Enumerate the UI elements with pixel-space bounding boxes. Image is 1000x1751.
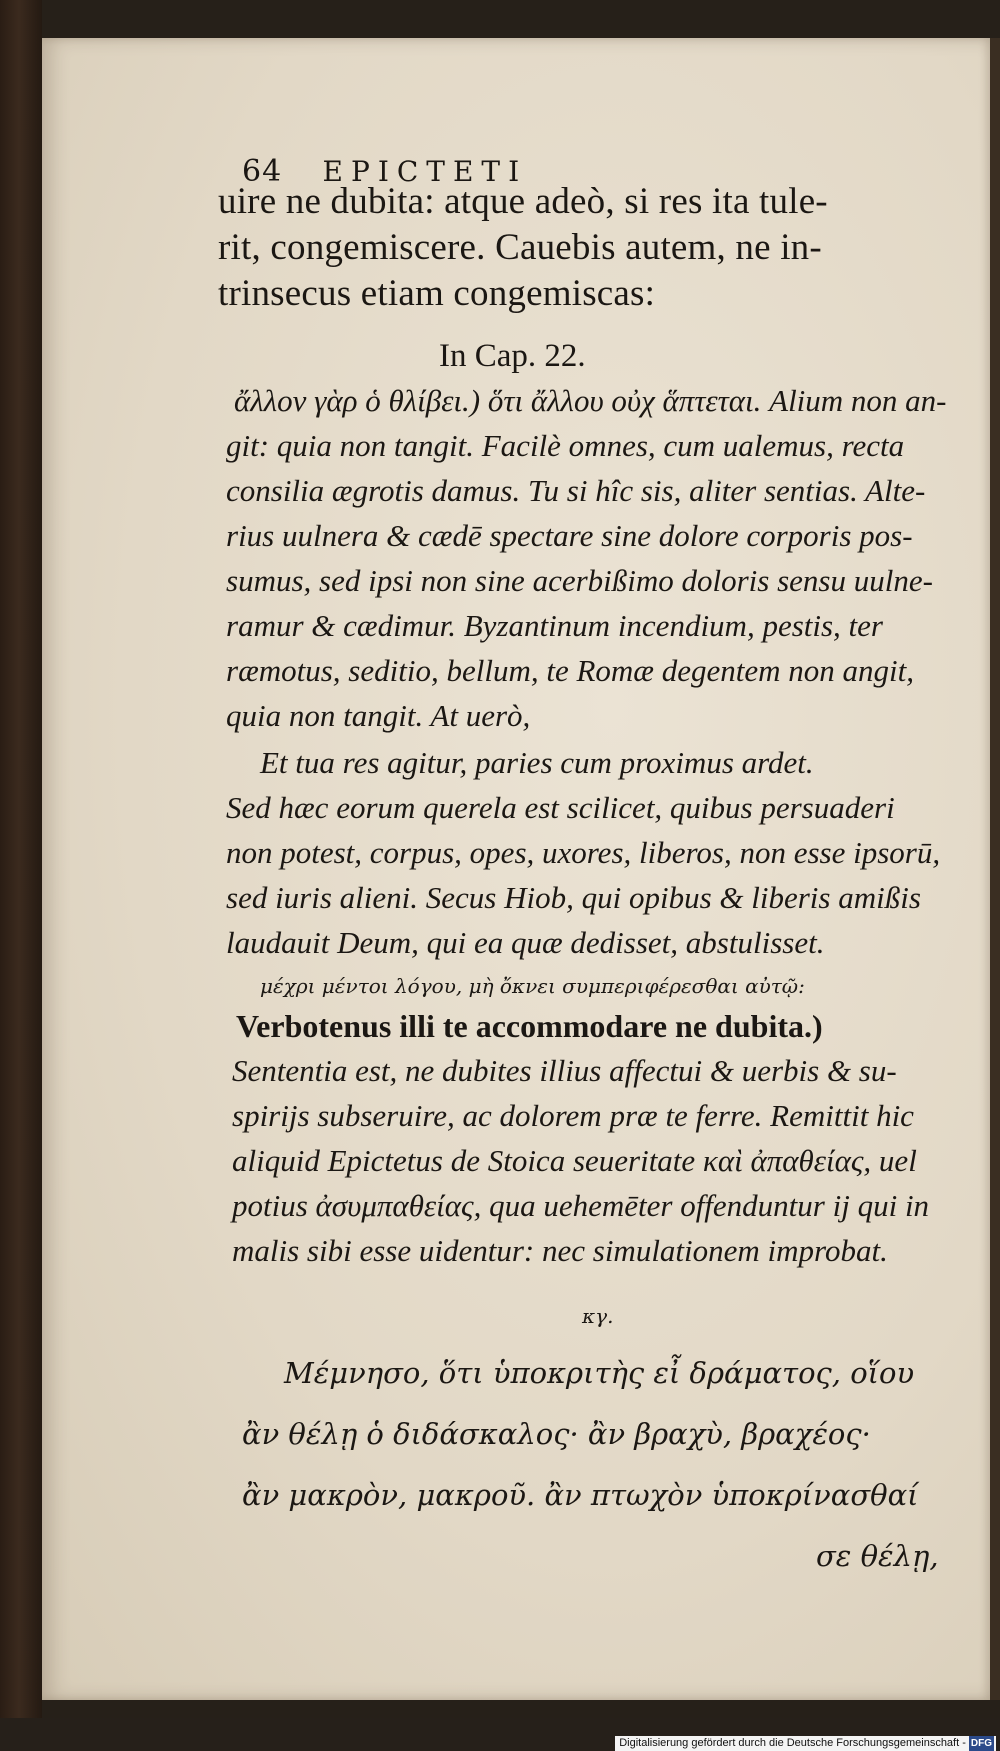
- commentary-line: sumus, sed ipsi non sine acerbißimo doloris sensu uulne-: [226, 563, 933, 598]
- footer-credit-text: Digitalisierung gefördert durch die Deutsche Forschungsgemeinschaft -: [619, 1737, 966, 1749]
- commentary-line: malis sibi esse uidentur: nec simulationem improbat.: [232, 1233, 888, 1268]
- commentary-line: Sed hæc eorum querela est scilicet, quibus persuaderi: [226, 790, 895, 825]
- book-page: [42, 38, 990, 1700]
- greek-text-line: Μέμνησο, ὅτι ὑποκριτὴς εἶ δράματος, οἵου: [284, 1356, 915, 1390]
- commentary-line: laudauit Deum, qui ea quæ dedisset, abstulisset.: [226, 925, 825, 960]
- text-line: rit, congemiscere. Cauebis autem, ne in-: [218, 227, 822, 268]
- section-number: κγ.: [582, 1304, 614, 1328]
- text-line: trinsecus etiam congemiscas:: [218, 273, 656, 314]
- page-text: [42, 38, 990, 1700]
- page-edge: [990, 38, 1000, 1700]
- commentary-line: ramur & cædimur. Byzantinum incendium, pestis, ter: [226, 608, 883, 643]
- latin-lemma: Verbotenus illi te accommodare ne dubita.): [236, 1008, 823, 1044]
- greek-text-line: σε θέλῃ,: [816, 1539, 939, 1573]
- commentary-line: spirijs subseruire, ac dolorem præ te ferre. Remittit hic: [232, 1098, 914, 1133]
- running-title: EPICTETI: [322, 155, 528, 188]
- verse-quotation: Et tua res agitur, paries cum proximus ardet.: [260, 745, 814, 780]
- book-spine: [0, 0, 42, 1751]
- commentary-line: quia non tangit. At uerò,: [226, 698, 531, 733]
- commentary-heading: In Cap. 22.: [439, 338, 586, 374]
- commentary-line: ἄλλον γὰρ ὁ θλίβει.) ὅτι ἄλλου οὐχ ἅπτεται. Alium non an-: [234, 383, 947, 418]
- greek-text-line: ἂν θέλῃ ὁ διδάσκαλος· ἂν βραχὺ, βραχέος·: [242, 1417, 871, 1451]
- commentary-line: aliquid Epictetus de Stoica seueritate καὶ ἀπαθείας, uel: [232, 1143, 917, 1178]
- dfg-logo: DFG: [970, 1738, 992, 1749]
- text-line: uire ne dubita: atque adeò, si res ita tule-: [218, 181, 828, 222]
- commentary-line: ræmotus, seditio, bellum, te Romæ degentem non angit,: [226, 653, 914, 688]
- commentary-line: consilia ægrotis damus. Tu si hîc sis, aliter sentias. Alte-: [226, 473, 926, 508]
- commentary-line: sed iuris alieni. Secus Hiob, qui opibus & liberis amißis: [226, 880, 921, 915]
- commentary-line: non potest, corpus, opes, uxores, liberos, non esse ipsorū,: [226, 835, 941, 870]
- digitization-credit: [615, 1736, 996, 1751]
- greek-lemma: μέχρι μέντοι λόγου, μὴ ὄκνει συμπεριφέρεσθαι αὐτῷ:: [260, 974, 805, 998]
- commentary-line: potius ἀσυμπαθείας, qua uehemēter offenduntur ij qui in: [232, 1188, 930, 1223]
- commentary-line: rius uulnera & cædē spectare sine dolore corporis pos-: [226, 518, 913, 553]
- page-number: 64: [242, 154, 283, 189]
- greek-text-line: ἂν μακρὸν, μακροῦ. ἂν πτωχὸν ὑποκρίνασθαί: [242, 1478, 919, 1512]
- commentary-line: git: quia non tangit. Facilè omnes, cum ualemus, recta: [226, 428, 905, 463]
- commentary-line: Sententia est, ne dubites illius affectui & uerbis & su-: [232, 1053, 897, 1088]
